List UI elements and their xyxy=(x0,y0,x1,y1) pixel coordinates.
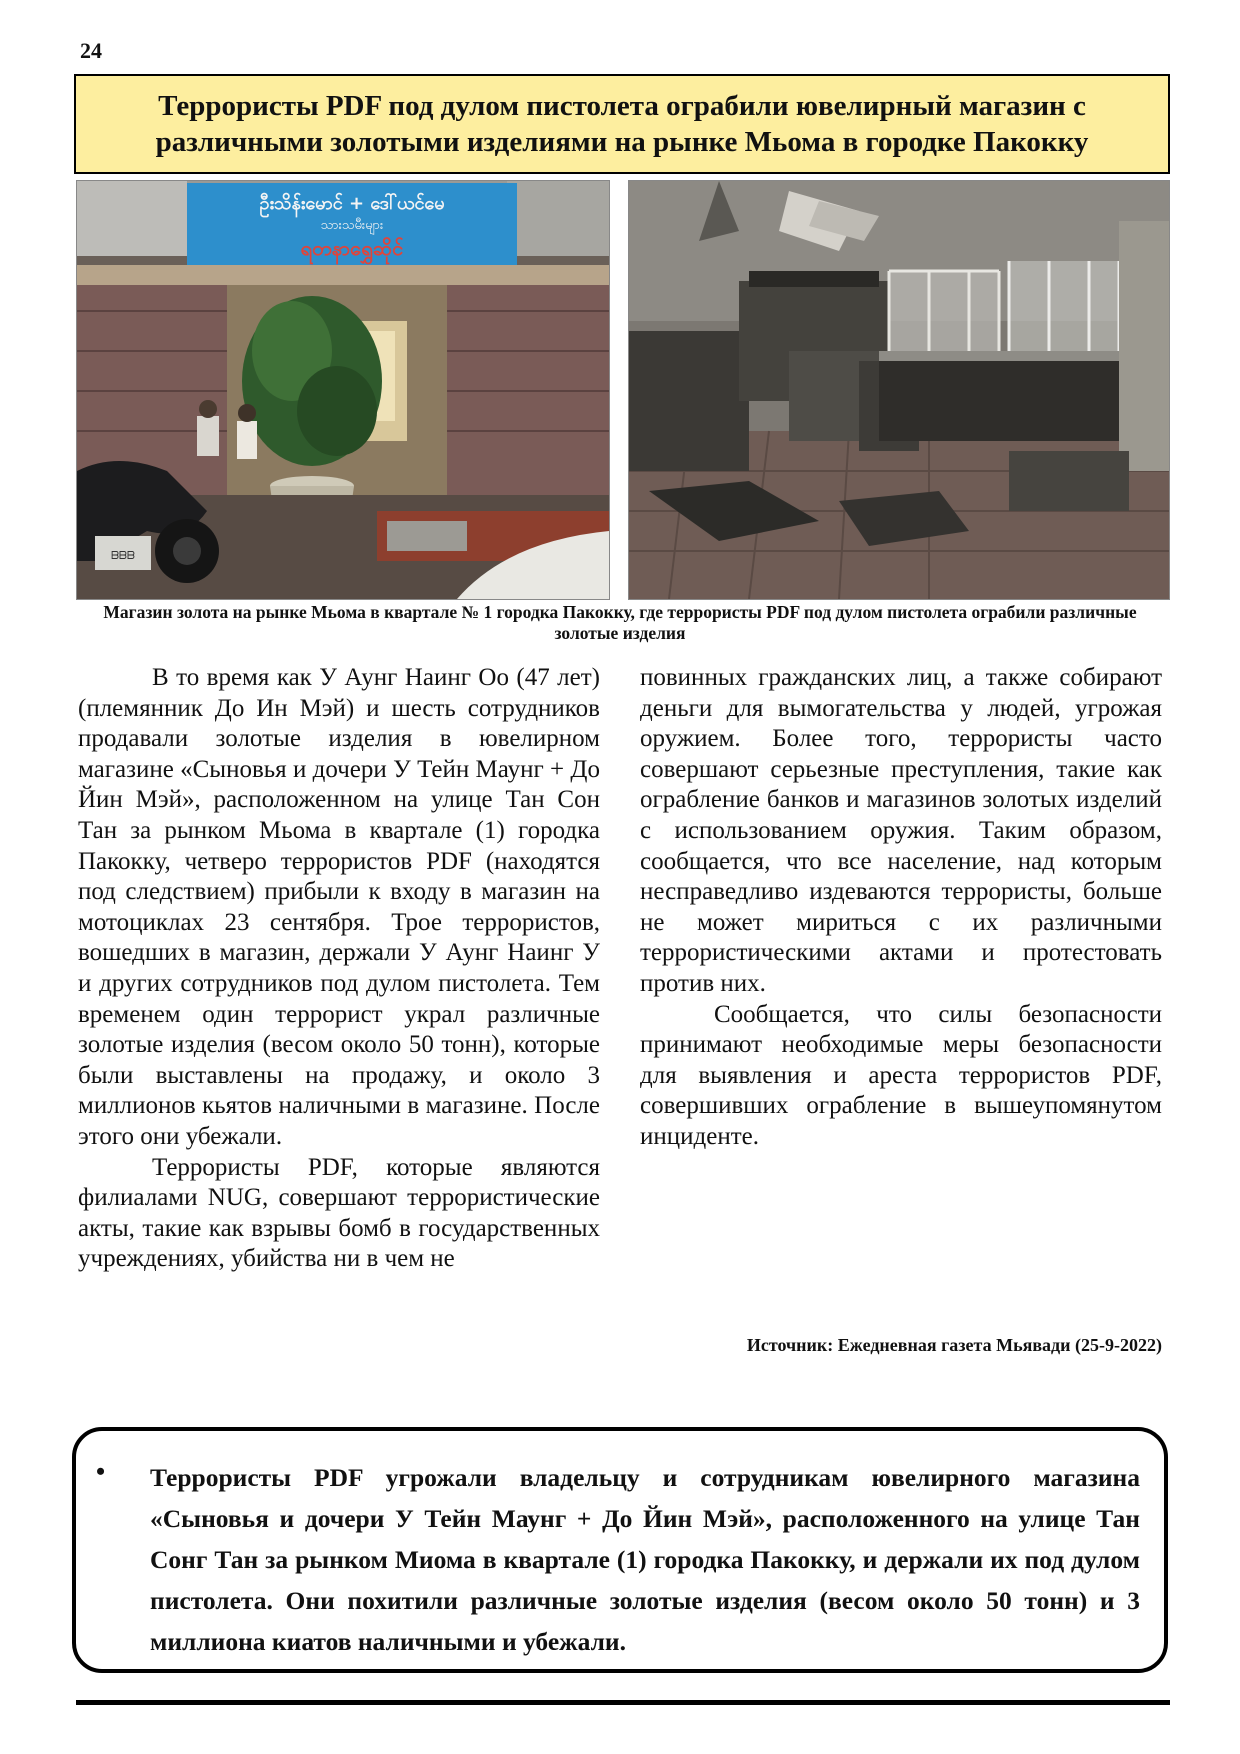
shop-sign-line3: ရတနာရွှေဆိုင် xyxy=(300,236,404,260)
photo-caption: Магазин золота на рынке Мьома в квартале № 1 городка Пакокку, где террористы PDF под дулом пистолета ограбили различные золотые изделия xyxy=(103,602,1137,643)
summary-text: Террористы PDF угрожали владельцу и сотрудникам ювелирного магазина «Сыновья и дочери У Тейн Маунг + До Йин Мэй», расположенного на улице Тан Сонг Тан за рынком Миома в квартале (1) городка Пакокку, и держали их под дулом пистолета. Они похитили различные золотые изделия (весом около 50 тонн) и 3 миллиона киатов наличными и убежали. xyxy=(150,1463,1140,1656)
page-number: 24 xyxy=(80,38,102,63)
article-left-column xyxy=(78,663,600,1275)
shop-interior-photo xyxy=(628,180,1170,600)
title-banner xyxy=(74,74,1170,174)
storefront-illustration xyxy=(77,181,609,599)
page-title: Террористы PDF под дулом пистолета ограбили ювелирный магазин с различными золотыми изделиями на рынке Мьома в городке Пакокку xyxy=(155,90,1089,158)
summary-bullet: • xyxy=(96,1457,106,1486)
motorbike-plate: ᗷᗷᗷ xyxy=(111,549,135,562)
article-right-column xyxy=(640,663,1162,1153)
article-paragraph-1: В то время как У Аунг Наинг Оо (47 лет) (племянник До Ин Мэй) и шесть сотрудников продавали золотые изделия в ювелирном магазине «Сыновья и дочери У Тейн Маунг + До Йин Мэй», расположенном на улице Тан Сон Тан за рынком Мьома в квартале (1) городка Пакокку, четверо террористов PDF (находятся под следствием) прибыли к входу в магазин на мотоциклах 23 сентября. Трое террористов, вошедших в магазин, держали У Аунг Наинг У и других сотрудников под дулом пистолета. Тем временем один террорист украл различные золотые изделия (весом около 50 тонн), которые были выставлены на продажу, и около 3 миллионов кьятов наличными в магазине. После этого они убежали. xyxy=(78,664,600,1150)
summary-box xyxy=(72,1427,1168,1673)
article-paragraph-3: повинных гражданских лиц, а также собирают деньги для вымогательства у людей, угрожая оружием. Более того, террористы часто совершают серьезные преступления, такие как ограбление банков и магазинов золотых изделий с использованием оружия. Таким образом, сообщается, что все население, над которым несправедливо издеваются террористы, больше не может мириться с их различными террористическими актами и протестовать против них. xyxy=(640,664,1162,997)
article-paragraph-2: Террористы PDF, которые являются филиалами NUG, совершают террористические акты, такие как взрывы бомб в государственных учреждениях, убийства ни в чем не xyxy=(78,1153,600,1273)
shop-sign-line1: ဦးသိန်းမောင် + ဒေါ်ယင်မေ xyxy=(259,193,445,214)
storefront-photo xyxy=(76,180,610,600)
interior-illustration xyxy=(629,181,1169,599)
bottom-rule xyxy=(76,1700,1170,1705)
article-source: Источник: Ежедневная газета Мьявади (25-9-2022) xyxy=(746,1335,1162,1355)
shop-sign-line2: သားသမီးများ xyxy=(320,218,384,233)
article-paragraph-4: Сообщается, что силы безопасности принимают необходимые меры безопасности для выявления и ареста террористов PDF, совершивших ограбление в вышеупомянутом инциденте. xyxy=(640,1000,1162,1150)
